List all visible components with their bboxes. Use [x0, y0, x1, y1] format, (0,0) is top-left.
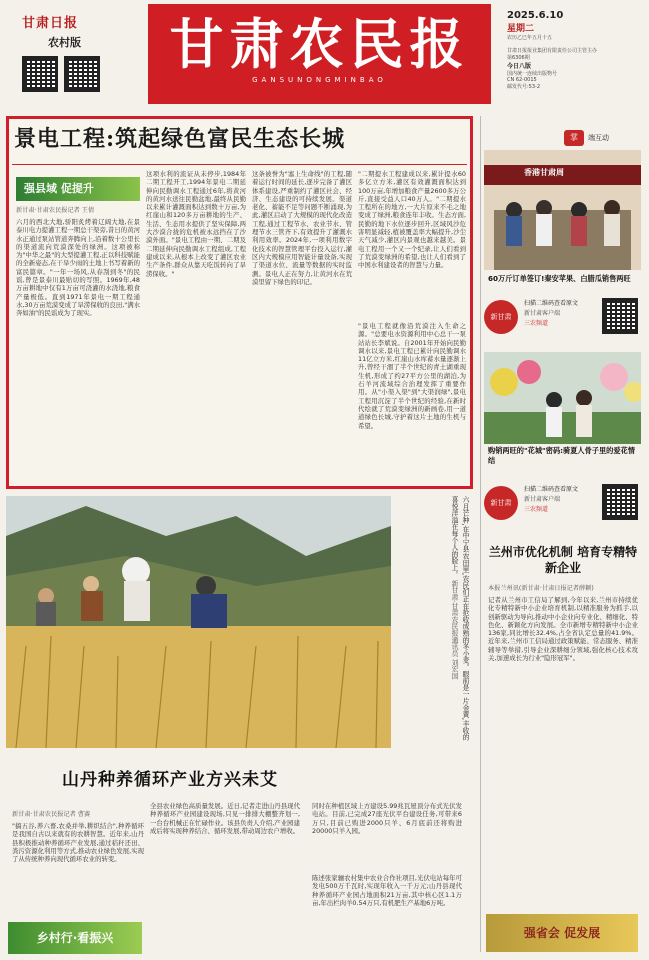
sidebar-divider — [480, 116, 481, 952]
brand-script: 甘肃日报 — [22, 16, 79, 31]
scan-tag: 三农频道 — [524, 320, 549, 327]
article2-column-3: 同时在种植区域上方建设5.99兆瓦屋顶分布式光伏发电站。目前,已完成27座光伏平台建设任务,可带来6万只,目前已购进2000只羊、6月底前还将购进20000只羊入园。 — [312, 802, 462, 835]
issue-number: 第6306期 — [507, 55, 530, 61]
article2-column-2: 全县农业绿色高质量发展。近日,记者走进山丹县现代种养循环产业园建设现场,只见一排排大棚整齐划一,一台台机械正在忙碌作业。该县负责人介绍,产业园建成后将实现种养结合、循环发展,带动周边农户增收。 — [150, 802, 300, 835]
lunar-date: 农历乙巳年五月十五 — [507, 35, 553, 41]
interactive-badge-icon: 掌 — [564, 130, 584, 146]
masthead-qr-row — [22, 56, 127, 92]
article2-byline: 新甘肃·甘肃农民报记者 曹赛 — [12, 811, 91, 818]
lead-byline: 新甘肃·甘肃农民报记者 王倩 — [16, 207, 95, 214]
qr-code-icon[interactable] — [64, 56, 100, 92]
article2-column-1: "搞五谷,养六畜,农桑并举,耕织结合",种养循环是我国自古以来就有的农耕智慧。近年来,山丹县积极推动种养循环产业发展,通过秸秆还田、粪污资源化利用等方式,推动农业绿色发展,实现了从传统种养向现代循环农业的转变。 — [12, 822, 144, 864]
post-code: 邮发代号:53-2 — [507, 84, 541, 90]
qr-code-icon[interactable] — [602, 298, 638, 334]
issue-weekday: 星期二 — [507, 24, 535, 34]
app-logo-icon: 新甘肃 — [484, 300, 518, 334]
left-promo-banner[interactable]: 乡村行·看振兴 — [8, 922, 142, 954]
issue-date: 2025.6.10 — [507, 10, 564, 21]
newspaper-pinyin: GANSUNONGMINBAO — [252, 76, 387, 84]
sidebar-headline[interactable]: 兰州市优化机制 培育专精特新企业 — [488, 545, 638, 575]
flower-caption[interactable]: 购销两旺的"花城"密码:骑夏人骨子里的爱花情结 — [488, 446, 635, 465]
scan-box-1 — [484, 296, 641, 346]
article-headline[interactable]: 山丹种养循环产业方兴未艾 — [62, 770, 278, 790]
sidebar-feature-caption[interactable]: 60万斤订单签订!秦安苹果、白腊瓜销售两旺 — [488, 274, 631, 283]
cn-label: 国内统一连续出版物号 — [507, 71, 558, 77]
article3-byline: 本报兰州讯(新甘肃·甘肃日报记者薛颖) — [488, 585, 594, 592]
photo-caption: 六月芒种,在中宁县农田里,农民们正在抢收成熟的冬小麦。眼前是一片金黄,丰收的喜悦洋溢在每个人的脸上。 新甘肃·甘肃农民报通讯员 刘宏国 — [450, 496, 469, 741]
interactive-section-label: 端互动 — [588, 134, 609, 142]
section-banner: 强县域 促提升 — [16, 177, 140, 201]
right-promo-banner[interactable]: 强省会 促发展 — [486, 914, 638, 952]
scan-text: 扫描二维码查看原文 — [524, 300, 579, 307]
qr-code-icon[interactable] — [602, 484, 638, 520]
app-logo-icon: 新甘肃 — [484, 486, 518, 520]
publisher-line: 甘肃日报报业集团有限责任公司主管主办 — [507, 48, 598, 54]
edition-label: 农村版 — [48, 36, 81, 49]
cn-number: CN 62-0015 — [507, 77, 537, 83]
scan-subtext: 新甘肃客户端 — [524, 496, 561, 503]
flower-photo-illustration — [484, 352, 641, 444]
masthead — [148, 4, 491, 104]
headline-divider — [12, 164, 467, 165]
sidebar-feature-photo[interactable] — [484, 150, 641, 270]
scan-box-2 — [484, 482, 641, 532]
scan-tag: 三农频道 — [524, 506, 549, 513]
harvest-photo — [6, 496, 391, 748]
page-count: 今日八版 — [507, 63, 532, 70]
lead-headline[interactable]: 景电工程:筑起绿色富民生态长城 — [14, 126, 346, 152]
lead-column-5: "景电工程就像沿荒漠注入生命之源。"总要电水资源利用中心总干一泵站站长李斌说。自2001年开始向民勤调水以来,景电工程已累计向民勤调水11亿立方米,红崖山水库蓄水量逐渐上升,曾经干涸了半个世纪的青土湖重现生机,形成了约27平方公里的湖泊,为石羊河流域综合治理发挥了重要作用。从"小渠入渠"到"大渠润绿",景电工程用沉淀了半个世纪的经验,在新时代绘就了荒漠变绿洲的新画卷,用一道道绿色长城,守护着这片土地的生机与希望。 — [358, 322, 466, 430]
scan-text: 扫描二维码查看原文 — [524, 486, 579, 493]
lead-column-2: 这项水利的流证从未停步,1984年二期工程开工,1994年景电二期延伸向民勤调水工程通过6年,将黄河的黄河水送往民勤盆地,最终从民勤以来累计灌溉面积达到数十万亩,为红崖山和120多万亩耕地的生产、生活、生态用水提供了坚实保障,两大沙漠合拢的危机被永远挡在了沙漠外面。"景电工程由一期、二期及二期延伸向民勤调水工程组成,工程建成以来,从根本上改变了灌区农业生产条件,群众从靠天吃饭转向了旱涝保收。" — [146, 170, 246, 278]
masthead-info — [507, 10, 637, 106]
article2-column-4: 陈述张家骊农村集中农业合作社项目,光伏电站每年可发电500万千瓦时,实现年收入一千万元;山丹县现代种养循环产业园占地面积21万亩,其中核心区1.1万亩,年出栏肉羊0.54万只,有机肥生产基地6万吨。 — [312, 874, 462, 907]
lead-column-3: 这条被誉为"塞上生命线"的工程,随着运行时间的延长,逐步完备了灌区体系建设,严重制约了灌区社会、经济、生态建设的可持续发展。渠道老化、蓄能不足等问题不断涌现,为此,灌区启动了大规模的现代化改造工程,通过工程节水、农业节水、管理节水三管齐下,有效提升了灌溉水利用效率。2024年,一项利用数字化技术的智慧管理平台投入运行,灌区内大规模应用智能计量设备,实现了渠道水位、流量等数据的实时监测。景电人正在努力,让黄河水在荒漠里留下绿色的印记。 — [252, 170, 352, 286]
scan-subtext: 新甘肃客户端 — [524, 310, 561, 317]
harvest-photo-illustration — [6, 496, 391, 748]
masthead-left — [22, 12, 127, 104]
article3-body: 记者从兰州市工信局了解到,今年以来,兰州市持续优化专精特新中小企业培育机制,以精准服务为抓手,以创新驱动为导向,推动中小企业向专业化、精细化、特色化、新颖化方向发展。全市新增专精特新中小企业136家,同比增长32.4%,占全省认定总量的41.9%。近年来,兰州市工信局通过政策赋能、常态服务、精准辅导等举措,引导企业深耕细分领域,强化核心技术攻关,加速成长为行业"隐形冠军"。 — [488, 596, 638, 663]
qr-code-icon[interactable] — [22, 56, 58, 92]
lead-column-4: "二期提水工程建成以来,累计提水60多亿立方米,灌区有效灌溉面积达到100万亩,年增加粮食产量2600多万公斤,直接受益人口40万人。"二期提水工程所在的地方,一大片原来不毛之地变成了绿洲,粮食连年丰收。生态方面,民勤的地下水位逐步回升,区域风沙危害明显减轻,植被覆盖率大幅提升,沙尘天气减少,灌区内景观也越来越美。景电工程用一个又一个纪录,让人们看到了荒漠变绿洲的希望,也让人们看到了中国水利建设者的智慧与力量。 — [358, 170, 466, 270]
flower-photo[interactable] — [484, 352, 641, 444]
photo-banner-text: 香港甘肃周 — [524, 168, 564, 177]
lead-column-1: 六月的西北大地,骄阳炙烤着辽阔大地,在景泰川电力提灌工程一期总干渠旁,昔日的黄河水正通过泵站管道奔腾向上,沿着数十公里长的渠道流向荒漠深处的绿洲。这项被称为"中华之最"的大型提灌工程,正以科技赋能的全新姿态,在干旱少雨的土地上书写着新的富民篇章。"一年一场风,从春刮到冬"的民谣,曾是景泰川最贴切的写照。1969年,48万亩耕地中仅有1万亩可浇灌的水浇地,粮食产量极低。直到1971年景电一期工程通水,30万亩荒漠变成了旱涝保收的良田,"满水奔如油"的民谣成为了现实。 — [16, 218, 140, 318]
newspaper-title: 甘肃农民报 — [169, 12, 470, 76]
